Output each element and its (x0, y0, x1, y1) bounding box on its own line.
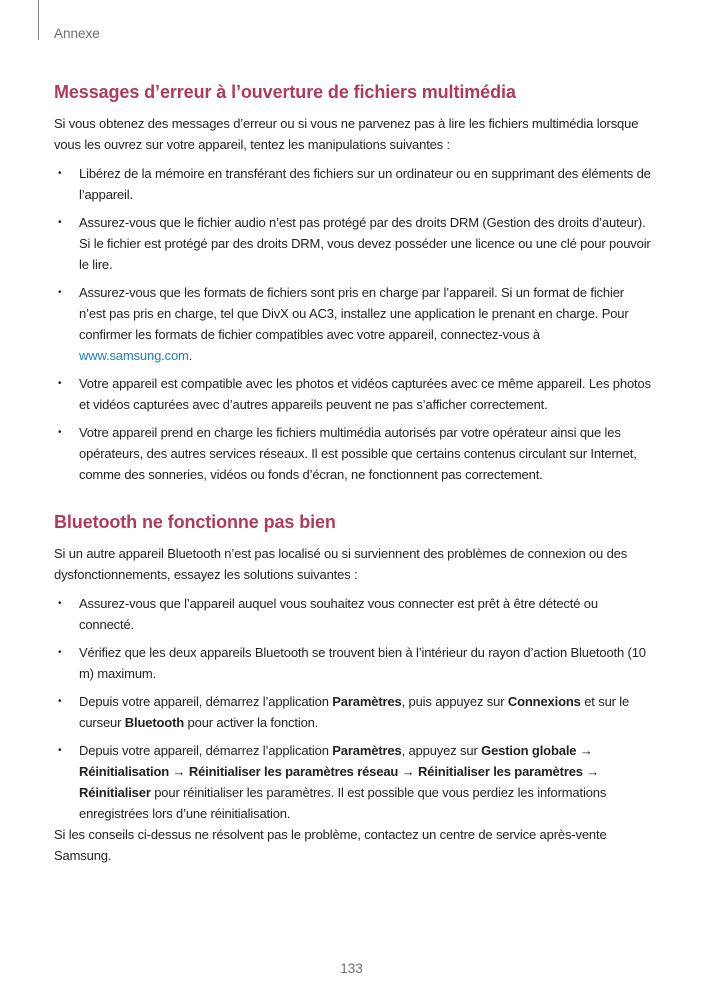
settings-app-name: Paramètres (332, 694, 402, 709)
general-management-menu-name: Gestion globale (481, 743, 577, 758)
list-item-text: , puis appuyez sur (401, 694, 508, 709)
list-item-text: pour activer la fonction. (184, 715, 319, 730)
page-content (54, 82, 654, 866)
arrow-separator: → (169, 764, 189, 779)
bullet-icon: • (58, 168, 62, 179)
connections-menu-name: Connexions (507, 694, 581, 709)
list-item (54, 642, 654, 684)
reset-menu-name: Réinitialisation (79, 764, 170, 779)
list-item-text: pour réinitialiser les paramètres. Il est possible que vous perdiez les informations enregistrées lors d’une réinitialisation. (79, 785, 607, 821)
settings-app-name: Paramètres (332, 743, 402, 758)
list-item-text: Votre appareil prend en charge les fichiers multimédia autorisés par votre opérateur ainsi que les opérateurs, des autres services réseaux. Il est possible que certains contenus circulant sur Internet, comme des sonneries, vidéos ou fonds d’écran, ne fonctionnent pas correctement. (79, 425, 637, 482)
reset-button-name: Réinitialiser (79, 785, 151, 800)
bullet-icon: • (58, 696, 62, 707)
list-item (54, 740, 654, 824)
bluetooth-switch-name: Bluetooth (124, 715, 185, 730)
section-intro-media-errors: Si vous obtenez des messages d’erreur ou si vous ne parvenez pas à lire les fichiers multimédia lorsque vous les ouvrez sur votre appareil, tentez les manipulations suivantes : (54, 116, 639, 152)
margin-rule (38, 0, 39, 40)
page-number: 133 (340, 961, 363, 976)
section-bluetooth (54, 512, 654, 866)
bullet-icon: • (58, 378, 62, 389)
list-item-text: Assurez-vous que le fichier audio n’est pas protégé par des droits DRM (Gestion des droits d’auteur). Si le fichier est protégé par des droits DRM, vous devez posséder une licence ou une clé pour pouvoir le lire. (79, 215, 651, 272)
list-item-text: Votre appareil est compatible avec les photos et vidéos capturées avec ce même appareil. Les photos et vidéos capturées avec d’autres appareils peuvent ne pas s’afficher correctement. (79, 376, 651, 412)
list-item (54, 593, 654, 635)
bullet-icon: • (58, 745, 62, 756)
list-item-text: et sur le curseur (79, 694, 630, 730)
list-item-text: Libérez de la mémoire en transférant des fichiers sur un ordinateur ou en supprimant des éléments de l’appareil. (79, 166, 651, 202)
section-intro-bluetooth: Si un autre appareil Bluetooth n’est pas localisé ou si surviennent des problèmes de connexion ou des dysfonctionnements, essayez les solutions suivantes : (54, 546, 628, 582)
running-header: Annexe (54, 26, 100, 41)
arrow-separator: → (582, 764, 600, 779)
bullet-icon: • (58, 647, 62, 658)
list-item (54, 422, 654, 485)
bullet-icon: • (58, 427, 62, 438)
list-item-text: Assurez-vous que les formats de fichiers sont pris en charge par l’appareil. Si un format de fichier n’est pas pris en charge, tel que DivX ou AC3, installez une application le prenant en charge. Pour confirmer les formats de fichier compatibles avec votre appareil, connectez-vous à (79, 285, 629, 342)
list-item-text: Depuis votre appareil, démarrez l’application (79, 743, 333, 758)
section-title-media-errors: Messages d’erreur à l’ouverture de fichiers multimédia (54, 82, 516, 102)
closing-paragraph: Si les conseils ci-dessus ne résolvent pas le problème, contactez un centre de service après-vente Samsung. (54, 827, 607, 863)
section-media-errors (54, 82, 654, 485)
list-item-text-end: . (188, 348, 193, 363)
bullet-list-media-errors (54, 163, 654, 485)
list-item-text: Vérifiez que les deux appareils Bluetooth se trouvent bien à l’intérieur du rayon d’action Bluetooth (10 m) maximum. (79, 645, 646, 681)
list-item (54, 373, 654, 415)
arrow-separator: → (398, 764, 418, 779)
list-item-text: Depuis votre appareil, démarrez l’application (79, 694, 333, 709)
list-item (54, 691, 654, 733)
list-item-text: Assurez-vous que l’appareil auquel vous souhaitez vous connecter est prêt à être détecté ou connecté. (79, 596, 598, 632)
list-item (54, 282, 654, 366)
list-item (54, 163, 654, 205)
list-item-text: , appuyez sur (401, 743, 482, 758)
bullet-list-bluetooth (54, 593, 654, 824)
arrow-separator: → (576, 743, 593, 758)
samsung-website-link[interactable]: www.samsung.com (79, 348, 189, 363)
section-title-bluetooth: Bluetooth ne fonctionne pas bien (54, 512, 336, 532)
reset-network-settings-name: Réinitialiser les paramètres réseau (188, 764, 399, 779)
reset-settings-name: Réinitialiser les paramètres (418, 764, 583, 779)
bullet-icon: • (58, 287, 62, 298)
bullet-icon: • (58, 217, 62, 228)
list-item (54, 212, 654, 275)
bullet-icon: • (58, 598, 62, 609)
